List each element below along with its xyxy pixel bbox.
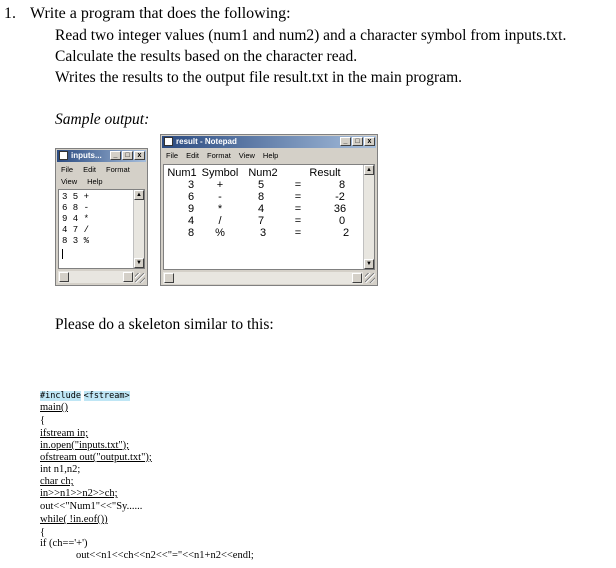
cell-num2: 8 bbox=[257, 191, 265, 203]
cell-equals: = bbox=[294, 179, 302, 191]
inputs-title: inputs... bbox=[71, 151, 102, 160]
cell-num1: 4 bbox=[187, 215, 195, 227]
notepad-icon bbox=[164, 137, 173, 146]
cell-num2: 3 bbox=[259, 227, 267, 239]
cell-symbol: * bbox=[217, 203, 223, 215]
code-line: out<<n1<<ch<<n2<<"="<<n1+n2<<endl; bbox=[76, 550, 254, 561]
notepad-icon bbox=[59, 151, 68, 160]
cell-symbol: / bbox=[218, 215, 222, 227]
cell-num2: 7 bbox=[257, 215, 265, 227]
cell-result: 8 bbox=[338, 179, 346, 191]
result-menubar bbox=[163, 151, 375, 160]
scroll-left-arrow-icon[interactable] bbox=[164, 273, 174, 283]
input-line: 9 4 * bbox=[62, 214, 90, 224]
result-vertical-scrollbar[interactable] bbox=[363, 165, 374, 269]
header-symbol: Symbol bbox=[201, 167, 239, 179]
inputs-notepad-window bbox=[55, 148, 148, 286]
scroll-up-arrow-icon[interactable]: ▲ bbox=[364, 165, 374, 175]
code-line: ofstream out("output.txt"); bbox=[40, 452, 152, 463]
cell-equals: = bbox=[294, 227, 302, 239]
cell-symbol: % bbox=[215, 227, 225, 239]
result-title: result - Notepad bbox=[176, 137, 237, 146]
maximize-button[interactable]: □ bbox=[122, 151, 133, 160]
resize-grip-icon[interactable] bbox=[135, 273, 145, 283]
cell-symbol: - bbox=[218, 191, 222, 203]
inputs-horizontal-scrollbar[interactable] bbox=[58, 271, 134, 283]
cell-num1: 6 bbox=[187, 191, 195, 203]
menu-format[interactable]: Format bbox=[106, 165, 130, 174]
include-keyword: #include bbox=[40, 391, 81, 401]
menu-file[interactable]: File bbox=[61, 165, 74, 174]
sample-output-label: Sample output: bbox=[55, 111, 150, 128]
cell-equals: = bbox=[294, 191, 302, 203]
minimize-button[interactable]: _ bbox=[110, 151, 121, 160]
scroll-down-arrow-icon[interactable]: ▼ bbox=[134, 258, 144, 268]
code-line: if (ch=='+') bbox=[40, 538, 88, 549]
cell-num1: 9 bbox=[187, 203, 195, 215]
cell-num1: 8 bbox=[187, 227, 195, 239]
inputs-text-area[interactable] bbox=[58, 189, 145, 269]
menu-edit[interactable]: Edit bbox=[83, 165, 97, 174]
text-cursor bbox=[62, 249, 63, 259]
cell-symbol: + bbox=[216, 179, 224, 191]
scroll-left-arrow-icon[interactable] bbox=[59, 272, 69, 282]
menu-edit[interactable]: Edit bbox=[186, 151, 200, 160]
menu-help[interactable]: Help bbox=[262, 151, 279, 160]
result-horizontal-scrollbar[interactable] bbox=[163, 272, 363, 284]
input-line: 6 8 - bbox=[62, 203, 90, 213]
header-num1: Num1 bbox=[167, 167, 197, 179]
cell-num2: 5 bbox=[257, 179, 265, 191]
inputs-vertical-scrollbar[interactable] bbox=[133, 190, 144, 268]
close-button[interactable]: x bbox=[134, 151, 145, 160]
code-line: int n1,n2; bbox=[40, 464, 81, 475]
cell-num2: 4 bbox=[257, 203, 265, 215]
close-button[interactable]: x bbox=[364, 137, 375, 146]
code-line: main() bbox=[40, 402, 68, 413]
question-line-2: Calculate the results based on the character read. bbox=[55, 48, 358, 65]
code-line: { bbox=[40, 415, 46, 426]
scroll-down-arrow-icon[interactable]: ▼ bbox=[364, 259, 374, 269]
input-line: 3 5 + bbox=[62, 192, 90, 202]
cell-result: 36 bbox=[333, 203, 347, 215]
input-line: 4 7 / bbox=[62, 225, 90, 235]
menu-format[interactable]: Format bbox=[207, 151, 231, 160]
header-num2: Num2 bbox=[248, 167, 278, 179]
result-titlebar[interactable] bbox=[162, 136, 376, 148]
scroll-up-arrow-icon[interactable]: ▲ bbox=[134, 190, 144, 200]
code-line: ifstream in; bbox=[40, 428, 89, 439]
code-line: in.open("inputs.txt"); bbox=[40, 440, 130, 451]
include-library: <fstream> bbox=[83, 391, 130, 401]
code-line: while( !in.eof()) bbox=[40, 514, 108, 525]
input-line: 8 3 % bbox=[62, 236, 90, 246]
menu-view[interactable]: View bbox=[238, 151, 255, 160]
inputs-menubar-row2 bbox=[58, 177, 145, 186]
cell-result: 0 bbox=[338, 215, 346, 227]
menu-file[interactable]: File bbox=[166, 151, 179, 160]
menu-view[interactable]: View bbox=[61, 177, 78, 186]
question-heading: Write a program that does the following: bbox=[30, 5, 291, 22]
code-include-line bbox=[40, 390, 130, 401]
menu-help[interactable]: Help bbox=[87, 177, 103, 186]
cell-result: 2 bbox=[342, 227, 350, 239]
cell-num1: 3 bbox=[187, 179, 195, 191]
skeleton-instruction: Please do a skeleton similar to this: bbox=[55, 316, 274, 333]
cell-equals: = bbox=[294, 203, 302, 215]
result-text-area[interactable] bbox=[163, 164, 375, 270]
header-result: Result bbox=[309, 167, 341, 179]
minimize-button[interactable]: _ bbox=[340, 137, 351, 146]
code-line: in>>n1>>n2>>ch; bbox=[40, 488, 118, 499]
maximize-button[interactable]: □ bbox=[352, 137, 363, 146]
cell-equals: = bbox=[294, 215, 302, 227]
cell-result: -2 bbox=[335, 191, 345, 203]
scroll-right-arrow-icon[interactable] bbox=[352, 273, 362, 283]
question-line-3: Writes the results to the output file result.txt in the main program. bbox=[55, 69, 463, 86]
code-line: out<<"Num1"<<"Sy...... bbox=[40, 501, 143, 512]
scroll-right-arrow-icon[interactable] bbox=[123, 272, 133, 282]
code-line: { bbox=[40, 527, 46, 538]
question-line-1: Read two integer values (num1 and num2) and a character symbol from inputs.txt. bbox=[55, 27, 567, 44]
result-notepad-window bbox=[160, 134, 378, 286]
inputs-titlebar[interactable] bbox=[57, 150, 146, 162]
resize-grip-icon[interactable] bbox=[365, 273, 375, 283]
code-line: char ch; bbox=[40, 476, 74, 487]
question-number: 1. bbox=[4, 5, 16, 22]
inputs-menubar bbox=[58, 165, 145, 174]
